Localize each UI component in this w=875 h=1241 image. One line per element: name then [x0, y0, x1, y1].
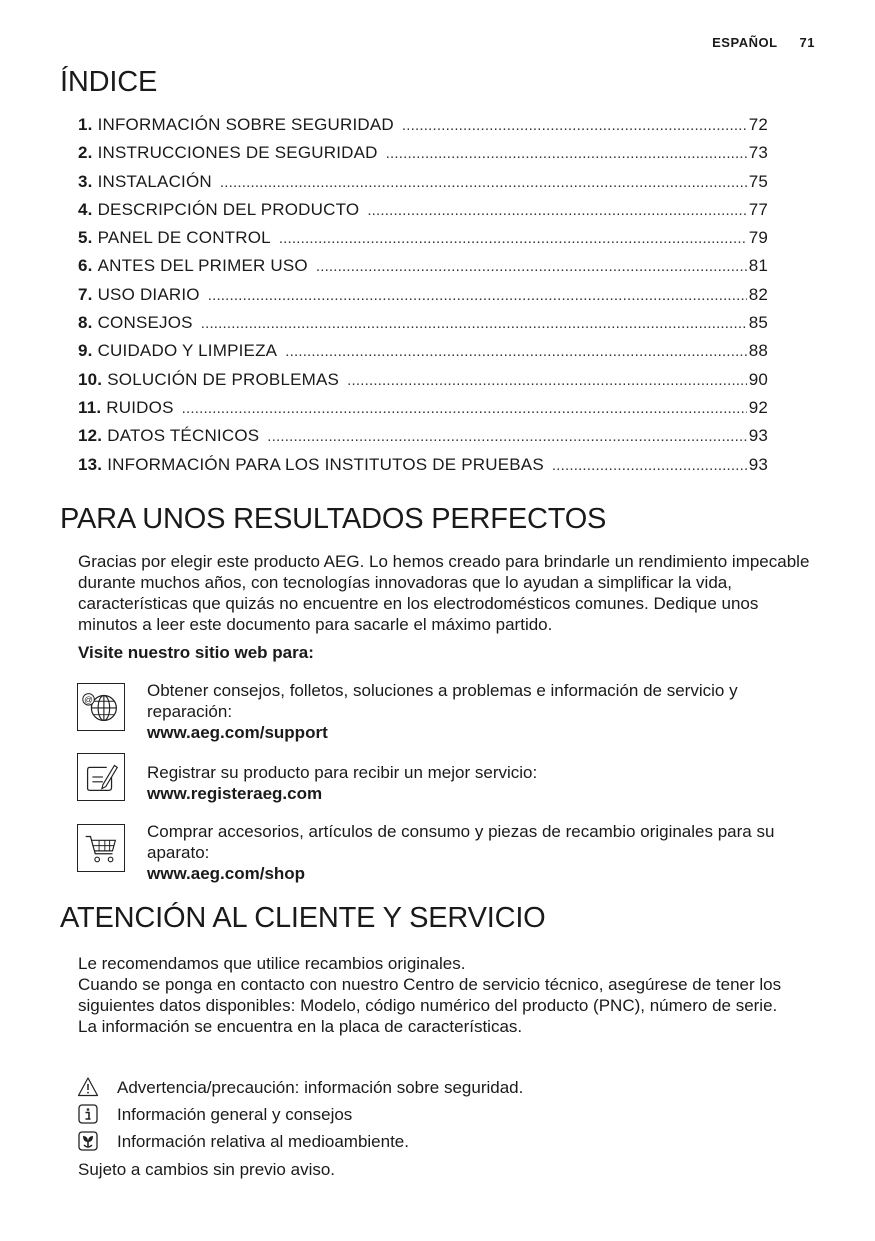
toc-entry-label: ANTES DEL PRIMER USO: [97, 256, 308, 276]
toc-entry[interactable]: [78, 398, 768, 426]
toc-leader-dots: [267, 428, 746, 445]
svg-text:@: @: [84, 694, 93, 705]
toc-entry-number: 5.: [78, 228, 93, 248]
support-text: Obtener consejos, folletos, soluciones a problemas e información de servicio y reparación:: [147, 681, 738, 721]
info-icon: [77, 1103, 99, 1125]
toc-leader-dots: [182, 400, 747, 417]
toc-leader-dots: [347, 372, 747, 389]
toc-entry-page: 93: [748, 454, 768, 474]
toc-entry-number: 3.: [78, 171, 93, 191]
customer-care-text: [78, 953, 818, 1037]
toc-leader-dots: [208, 287, 747, 304]
toc-entry-page: 85: [748, 313, 768, 333]
page-number: 71: [799, 35, 815, 50]
table-of-contents: [78, 115, 768, 483]
visit-website-label: Visite nuestro sitio web para:: [78, 643, 314, 662]
toc-entry-label: CONSEJOS: [97, 313, 193, 333]
register-link[interactable]: www.registeraeg.com: [147, 784, 323, 803]
perfect-results-title: PARA UNOS RESULTADOS PERFECTOS: [60, 503, 607, 535]
register-form-icon: [77, 753, 125, 801]
toc-entry-number: 12.: [78, 426, 103, 446]
toc-entry[interactable]: [78, 228, 768, 256]
toc-entry-number: 1.: [78, 115, 93, 134]
toc-entry-number: 7.: [78, 284, 93, 304]
toc-entry-label: PANEL DE CONTROL: [97, 228, 271, 248]
intro-paragraph: Gracias por elegir este producto AEG. Lo hemos creado para brindarle un rendimiento impecable durante muchos años, con tecnologías innovadoras que lo ayudan a simplificar la vida, características que quizás no encuentre en los electrodomésticos comunes. Dedique unos minutos a leer este documento para sacarle el máximo partido.: [78, 552, 810, 634]
legend-warning-text: Advertencia/precaución: información sobre seguridad.: [117, 1078, 524, 1097]
toc-leader-dots: [402, 117, 747, 134]
toc-leader-dots: [201, 315, 747, 332]
toc-entry-label: SOLUCIÓN DE PROBLEMAS: [107, 369, 340, 389]
toc-leader-dots: [220, 174, 747, 191]
toc-entry-page: 92: [748, 397, 768, 417]
care-line-3: La información se encuentra en la placa de características.: [78, 1017, 523, 1036]
toc-entry-page: 93: [748, 426, 768, 446]
customer-care-title: ATENCIÓN AL CLIENTE Y SERVICIO: [60, 902, 546, 934]
care-line-1: Le recomendamos que utilice recambios originales.: [78, 954, 466, 973]
toc-entry-page: 73: [748, 143, 768, 163]
toc-leader-dots: [386, 145, 747, 162]
toc-entry-page: 79: [748, 228, 768, 248]
toc-entry-label: DATOS TÉCNICOS: [107, 426, 260, 446]
toc-entry-label: USO DIARIO: [97, 284, 200, 304]
shopping-cart-icon: [77, 824, 125, 872]
toc-entry-number: 8.: [78, 313, 93, 333]
toc-leader-dots: [285, 343, 746, 360]
warning-triangle-icon: [77, 1076, 99, 1098]
register-text: Registrar su producto para recibir un mejor servicio:: [147, 763, 538, 782]
page-header: [712, 35, 815, 50]
toc-entry[interactable]: [78, 370, 768, 398]
globe-icon: [77, 683, 125, 731]
toc-leader-dots: [367, 202, 746, 219]
toc-entry[interactable]: [78, 285, 768, 313]
toc-entry-number: 6.: [78, 256, 93, 276]
toc-entry-page: 81: [748, 256, 768, 276]
toc-entry[interactable]: [78, 172, 768, 200]
toc-entry-label: INSTRUCCIONES DE SEGURIDAD: [97, 143, 378, 163]
language-label: ESPAÑOL: [712, 35, 778, 50]
toc-entry-label: INFORMACIÓN SOBRE SEGURIDAD: [97, 115, 394, 134]
toc-entry-label: INSTALACIÓN: [97, 171, 212, 191]
toc-entry[interactable]: [78, 426, 768, 454]
toc-leader-dots: [279, 230, 747, 247]
index-title: ÍNDICE: [60, 66, 158, 98]
legend-env-text: Información relativa al medioambiente.: [117, 1132, 409, 1151]
shop-text: Comprar accesorios, artículos de consumo y piezas de recambio originales para su aparato:: [147, 822, 775, 862]
toc-entry-number: 13.: [78, 454, 103, 474]
legend-info-text: Información general y consejos: [117, 1105, 353, 1124]
toc-entry-number: 10.: [78, 369, 103, 389]
toc-entry-number: 4.: [78, 199, 93, 219]
toc-leader-dots: [316, 258, 747, 275]
toc-entry-number: 9.: [78, 341, 93, 361]
toc-entry-page: 75: [748, 171, 768, 191]
toc-entry[interactable]: [78, 143, 768, 171]
toc-entry[interactable]: [78, 313, 768, 341]
care-line-2: Cuando se ponga en contacto con nuestro Centro de servicio técnico, asegúrese de tener los siguientes datos disponibles: Modelo, código numérico del producto (PNC), número de serie.: [78, 975, 782, 1015]
toc-entry[interactable]: [78, 200, 768, 228]
toc-entry-label: DESCRIPCIÓN DEL PRODUCTO: [97, 199, 360, 219]
toc-entry[interactable]: [78, 115, 768, 143]
toc-entry-label: CUIDADO Y LIMPIEZA: [97, 341, 278, 361]
environment-leaf-icon: [77, 1130, 99, 1152]
toc-entry-label: INFORMACIÓN PARA LOS INSTITUTOS DE PRUEBAS: [107, 454, 544, 474]
subject-to-change-notice: Sujeto a cambios sin previo aviso.: [78, 1160, 336, 1179]
toc-entry-page: 88: [748, 341, 768, 361]
toc-leader-dots: [552, 457, 747, 474]
toc-entry-number: 2.: [78, 143, 93, 163]
toc-entry[interactable]: [78, 341, 768, 369]
toc-entry[interactable]: [78, 455, 768, 483]
toc-entry-page: 82: [748, 284, 768, 304]
toc-entry[interactable]: [78, 256, 768, 284]
toc-entry-label: RUIDOS: [106, 397, 174, 417]
shop-link[interactable]: www.aeg.com/shop: [147, 864, 306, 883]
toc-entry-page: 90: [748, 369, 768, 389]
toc-entry-page: 72: [748, 115, 768, 134]
toc-entry-number: 11.: [78, 397, 102, 417]
toc-entry-page: 77: [748, 199, 768, 219]
support-link[interactable]: www.aeg.com/support: [147, 723, 328, 742]
